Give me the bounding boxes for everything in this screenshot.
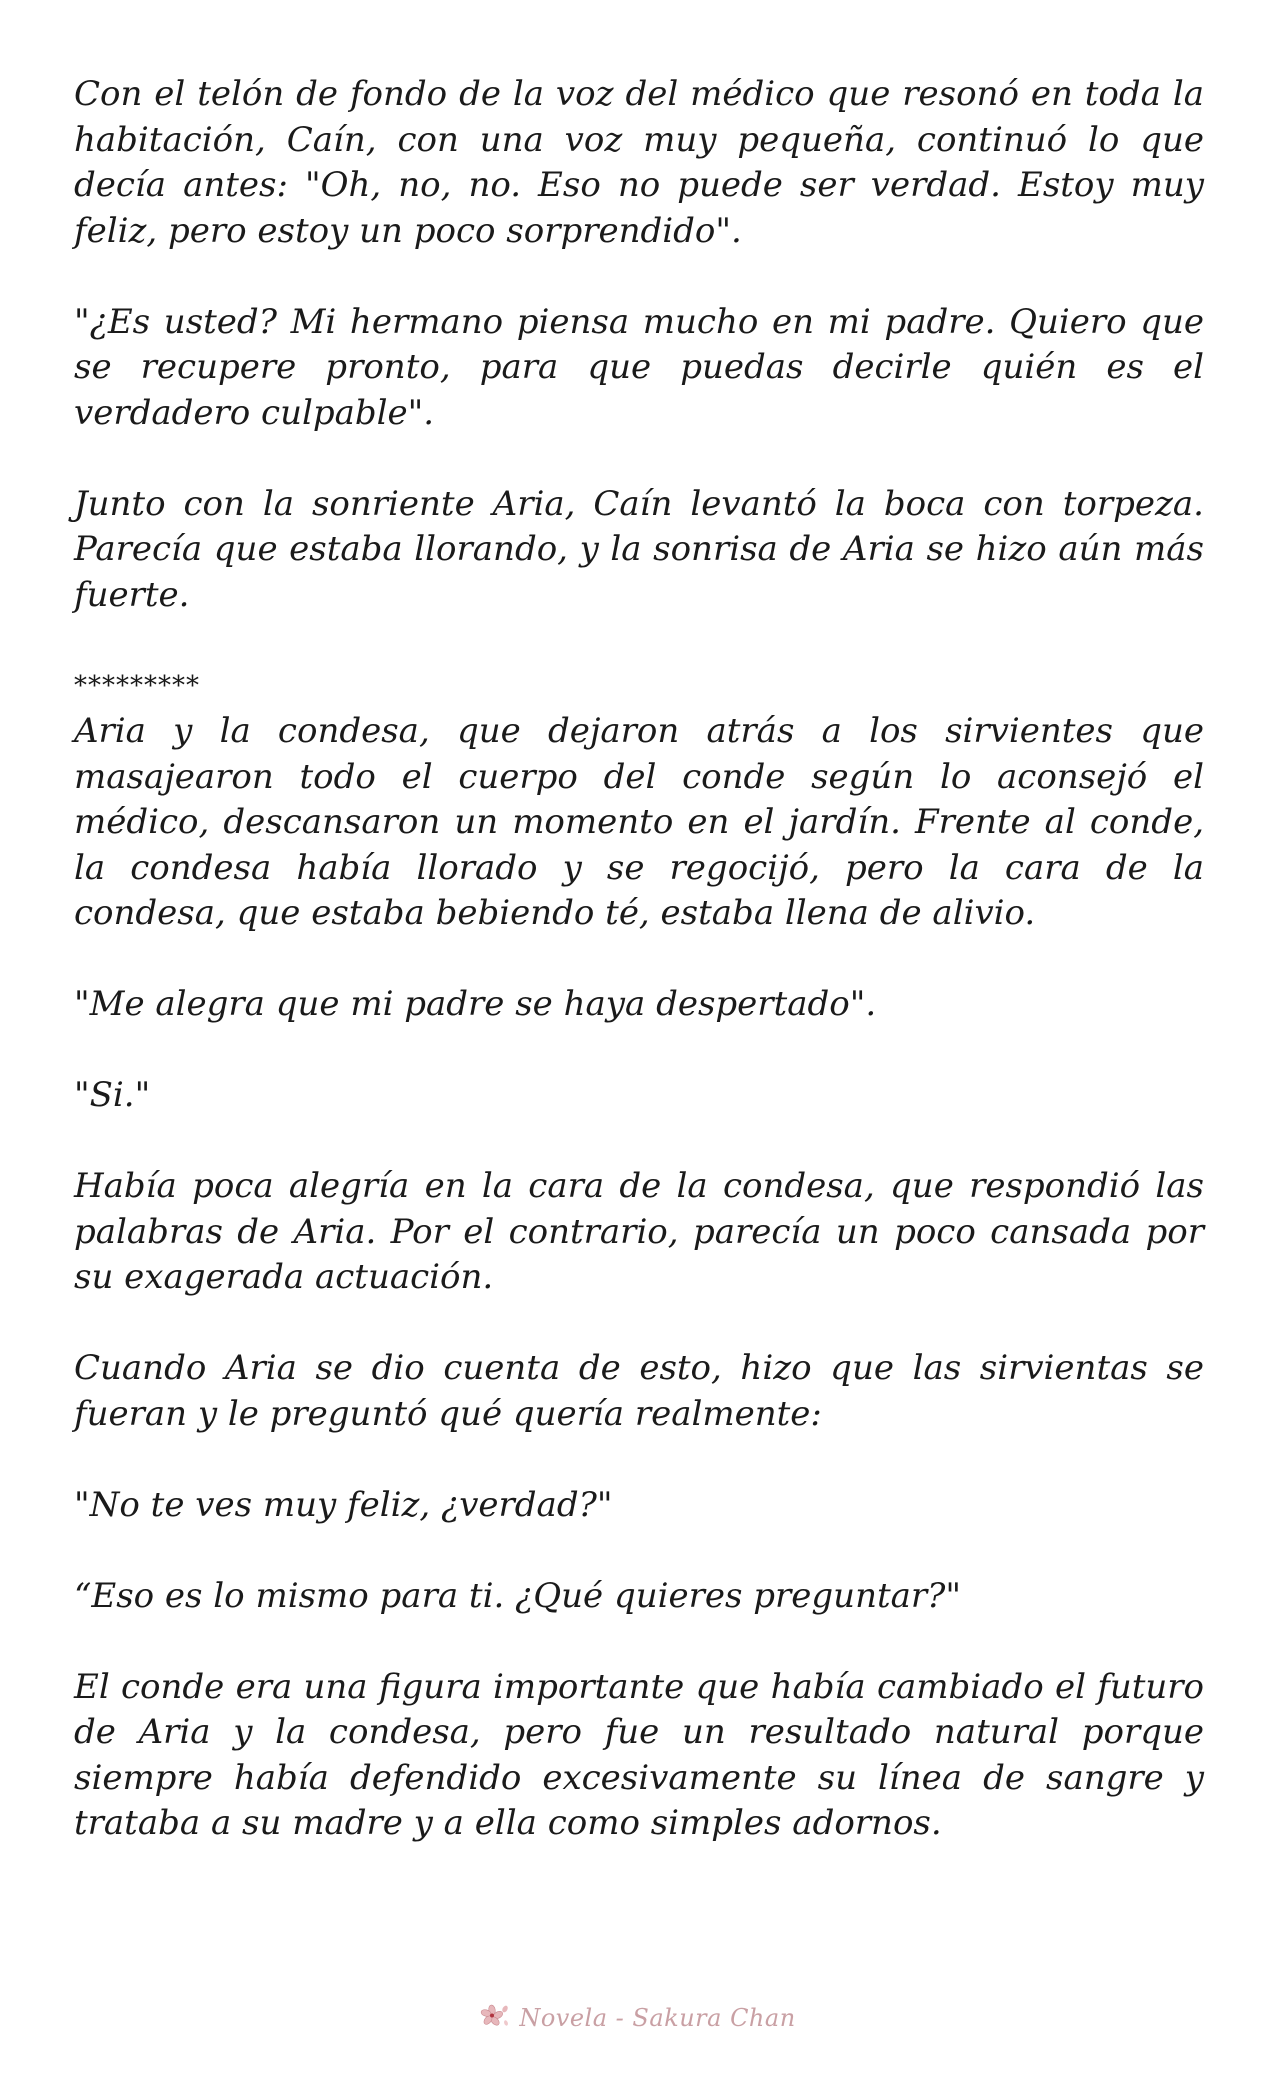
paragraph: "Si." [74,1075,151,1115]
paragraph: El conde era una figura importante que había cambiado el futuro de Aria y la condesa, pero fue un resultado natural porque siempre había defendido excesivamente su línea de sangre y trataba a su madre y a ella como simples adornos. [74,1666,1204,1843]
paragraph: "Me alegra que mi padre se haya despertado". [74,984,877,1024]
section-separator: ********* [74,670,200,701]
watermark [0,1996,1275,2040]
paragraph: Aria y la condesa, que dejaron atrás a los sirvientes que masajearon todo el cuerpo del conde según lo aconsejó el médico, descansaron un momento en el jardín. Frente al conde, la condesa había llorado y se regocijó, pero la cara de la condesa, que estaba bebiendo té, estaba llena de alivio. [74,711,1204,933]
sakura-flower-icon [479,2001,513,2035]
paragraph: "¿Es usted? Mi hermano piensa mucho en mi padre. Quiero que se recupere pronto, para que puedas decirle quién es el verdadero culpable". [74,301,1204,433]
paragraph: Con el telón de fondo de la voz del médico que resonó en toda la habitación, Caín, con una voz muy pequeña, continuó lo que decía antes: "Oh, no, no. Eso no puede ser verdad. Estoy muy feliz, pero estoy un poco sorprendido". [74,74,1204,251]
paragraph: Cuando Aria se dio cuenta de esto, hizo que las sirvientas se fueran y le preguntó qué quería realmente: [74,1348,1204,1434]
document-body [74,72,1204,1847]
paragraph: Había poca alegría en la cara de la condesa, que respondió las palabras de Aria. Por el contrario, parecía un poco cansada por su exagerada actuación. [74,1166,1204,1297]
paragraph: “Eso es lo mismo para ti. ¿Qué quieres preguntar?" [74,1575,962,1616]
paragraph: Junto con la sonriente Aria, Caín levantó la boca con torpeza. Parecía que estaba llorando, y la sonrisa de Aria se hizo aún más fuerte. [74,483,1204,615]
paragraph: "No te ves muy feliz, ¿verdad?" [74,1484,613,1525]
watermark-text: Novela - Sakura Chan [519,2004,796,2032]
